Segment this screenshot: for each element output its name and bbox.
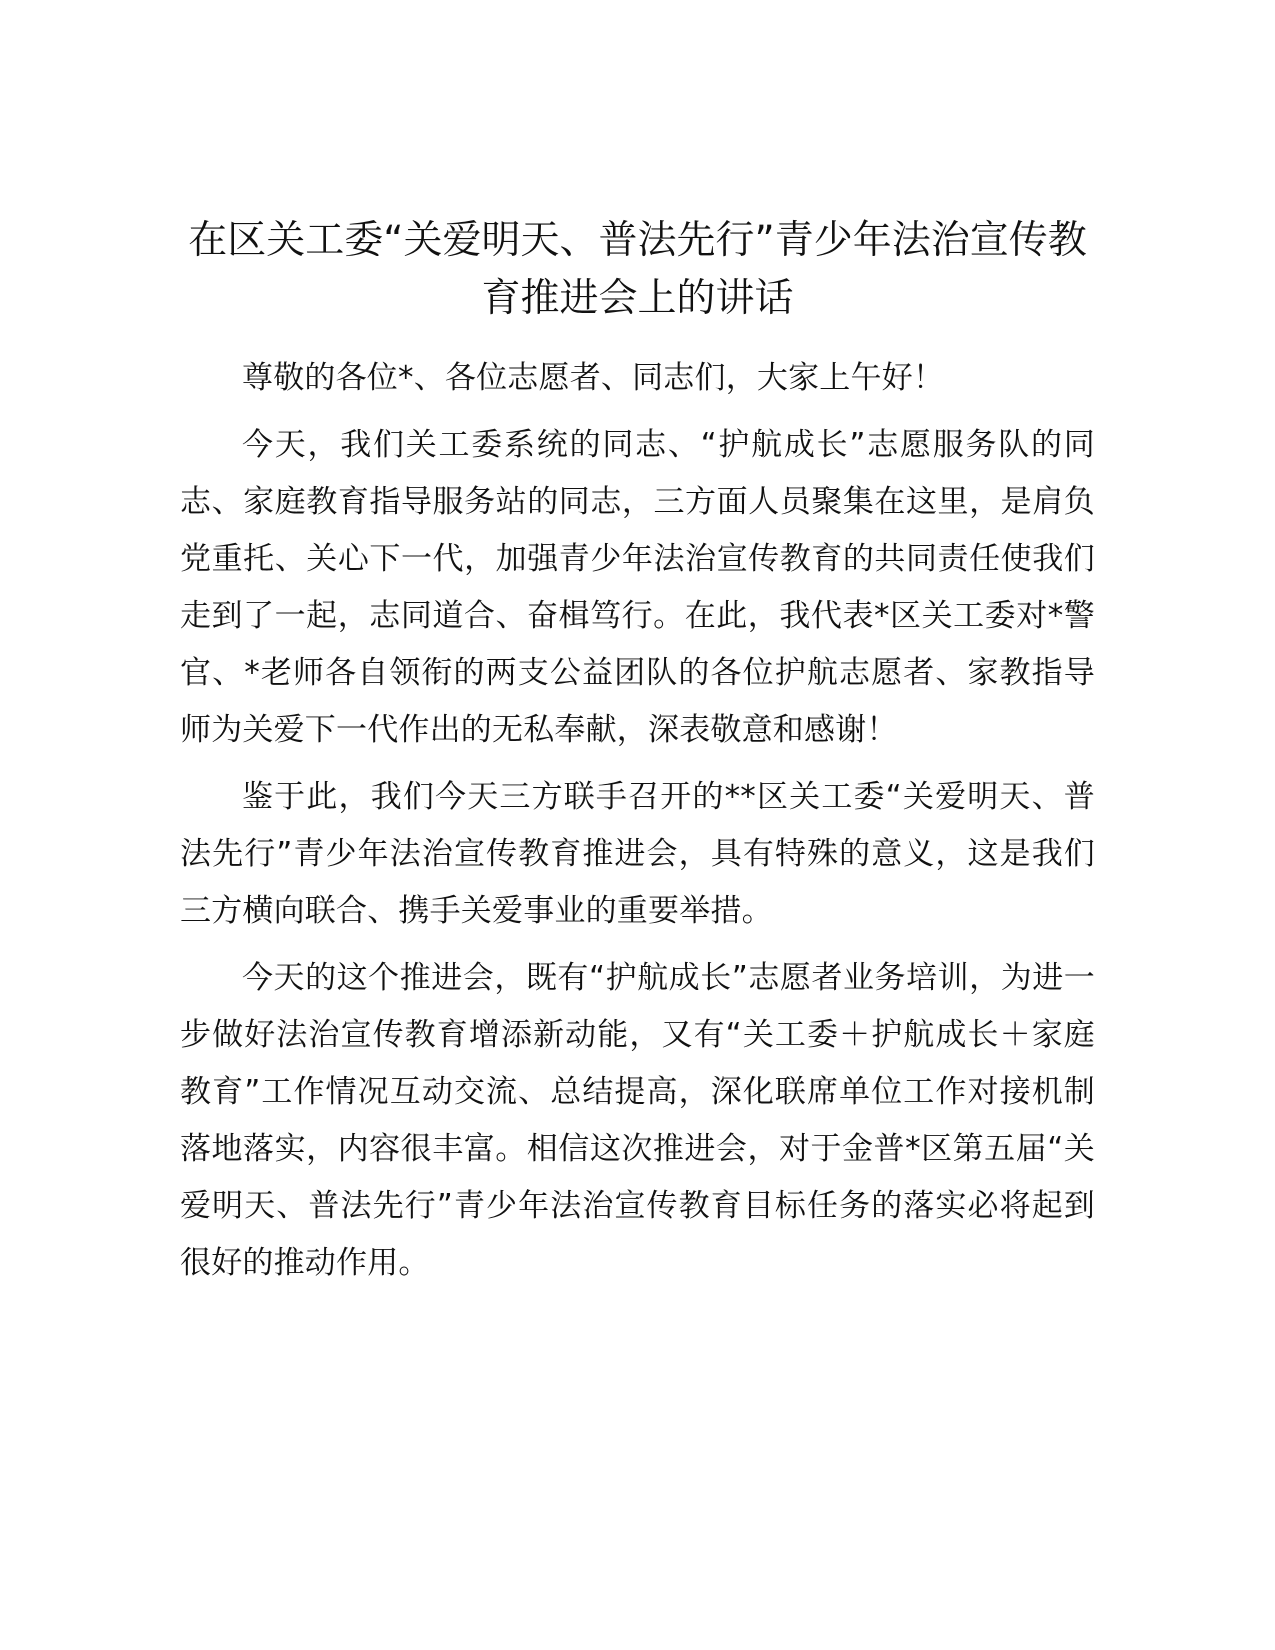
body-paragraph: 今天的这个推进会，既有“护航成长”志愿者业务培训，为进一步做好法治宣传教育增添新动能，又有“关工委＋护航成长＋家庭教育”工作情况互动交流、总结提高，深化联席单位工作对接机制落地落实，内容很丰富。相信这次推进会，对于金普*区第五届“关爱明天、普法先行”青少年法治宣传教育目标任务的落实必将起到很好的推动作用。 — [180, 960, 1095, 1281]
body-paragraph: 今天，我们关工委系统的同志、“护航成长”志愿服务队的同志、家庭教育指导服务站的同志，三方面人员聚集在这里，是肩负党重托、关心下一代，加强青少年法治宣传教育的共同责任使我们走到了一起，志同道合、奋楫笃行。在此，我代表*区关工委对*警官、*老师各自领衔的两支公益团队的各位护航志愿者、家教指导师为关爱下一代作出的无私奉献，深表敬意和感谢！ — [180, 427, 1095, 748]
document-body — [180, 350, 1095, 1302]
document-title: 在区关工委“关爱明天、普法先行”青少年法治宣传教育推进会上的讲话 — [188, 218, 1087, 321]
greeting-paragraph: 尊敬的各位*、各位志愿者、同志们，大家上午好！ — [242, 360, 945, 396]
body-paragraph: 鉴于此，我们今天三方联手召开的**区关工委“关爱明天、普法先行”青少年法治宣传教育推进会，具有特殊的意义，这是我们三方横向联合、携手关爱事业的重要举措。 — [180, 779, 1095, 929]
